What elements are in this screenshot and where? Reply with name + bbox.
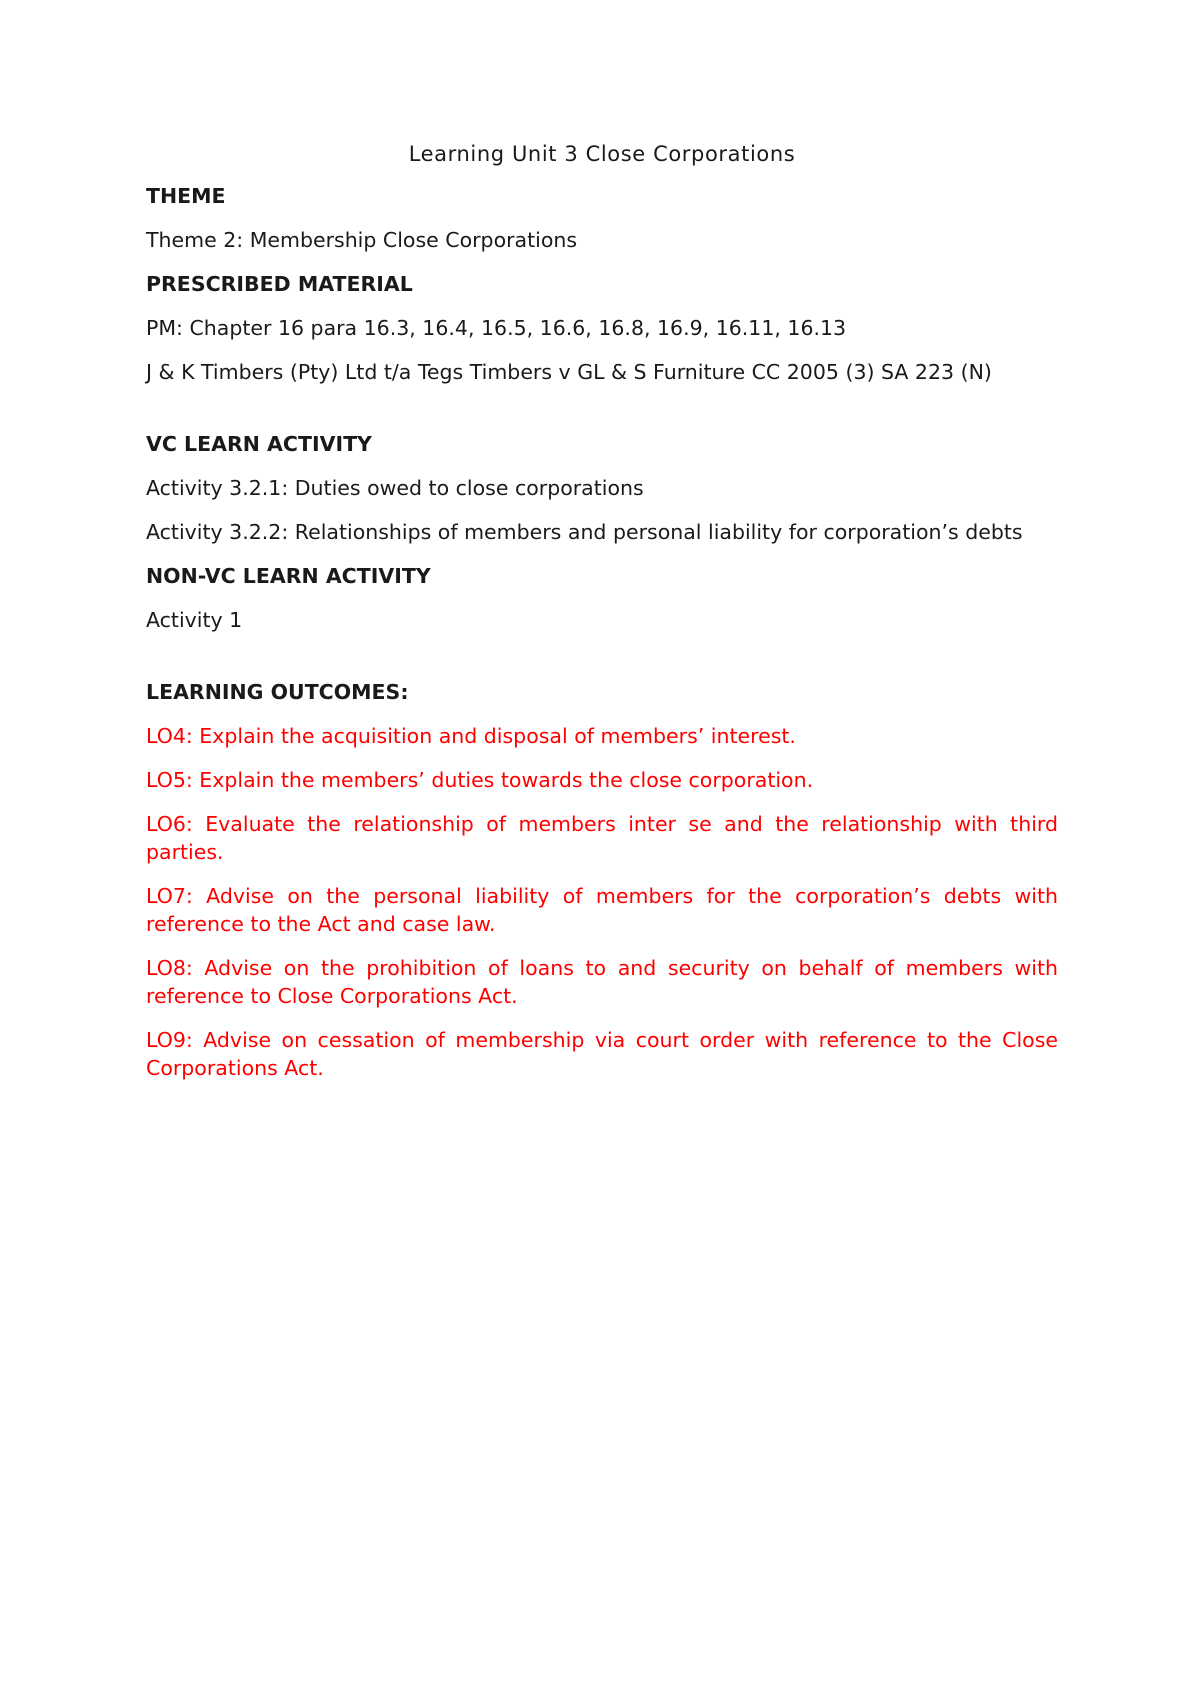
- learning-outcome-item: LO4: Explain the acquisition and disposal of members’ interest.: [146, 724, 796, 748]
- non-vc-activity-item: Activity 1: [146, 608, 243, 632]
- spacer: [146, 402, 1058, 430]
- theme-text: Theme 2: Membership Close Corporations: [146, 228, 578, 252]
- prescribed-item: PM: Chapter 16 para 16.3, 16.4, 16.5, 16.6, 16.8, 16.9, 16.11, 16.13: [146, 316, 847, 340]
- vc-activity-item: Activity 3.2.2: Relationships of members and personal liability for corporation’s debts: [146, 520, 1023, 544]
- learning-outcome-item: LO5: Explain the members’ duties towards the close corporation.: [146, 768, 814, 792]
- theme-heading: THEME: [146, 184, 226, 208]
- learning-outcome-item: LO7: Advise on the personal liability of members for the corporation’s debts with reference to the Act and case law.: [146, 884, 1058, 936]
- learning-outcome-item: LO6: Evaluate the relationship of members inter se and the relationship with third parties.: [146, 812, 1058, 864]
- vc-activity-item: Activity 3.2.1: Duties owed to close corporations: [146, 476, 644, 500]
- learning-outcomes-section: [146, 678, 1058, 1082]
- document-page: [146, 140, 1058, 1098]
- learning-outcome-item: LO8: Advise on the prohibition of loans to and security on behalf of members with reference to Close Corporations Act.: [146, 956, 1058, 1008]
- document-title: Learning Unit 3 Close Corporations: [408, 142, 796, 166]
- spacer: [146, 650, 1058, 678]
- learning-outcome-item: LO9: Advise on cessation of membership via court order with reference to the Close Corporations Act.: [146, 1028, 1058, 1080]
- prescribed-item: J & K Timbers (Pty) Ltd t/a Tegs Timbers v GL & S Furniture CC 2005 (3) SA 223 (N): [146, 360, 992, 384]
- non-vc-learn-activity-heading: NON-VC LEARN ACTIVITY: [146, 564, 431, 588]
- learning-outcomes-heading: LEARNING OUTCOMES:: [146, 680, 409, 704]
- prescribed-material-heading: PRESCRIBED MATERIAL: [146, 272, 413, 296]
- vc-learn-activity-heading: VC LEARN ACTIVITY: [146, 432, 372, 456]
